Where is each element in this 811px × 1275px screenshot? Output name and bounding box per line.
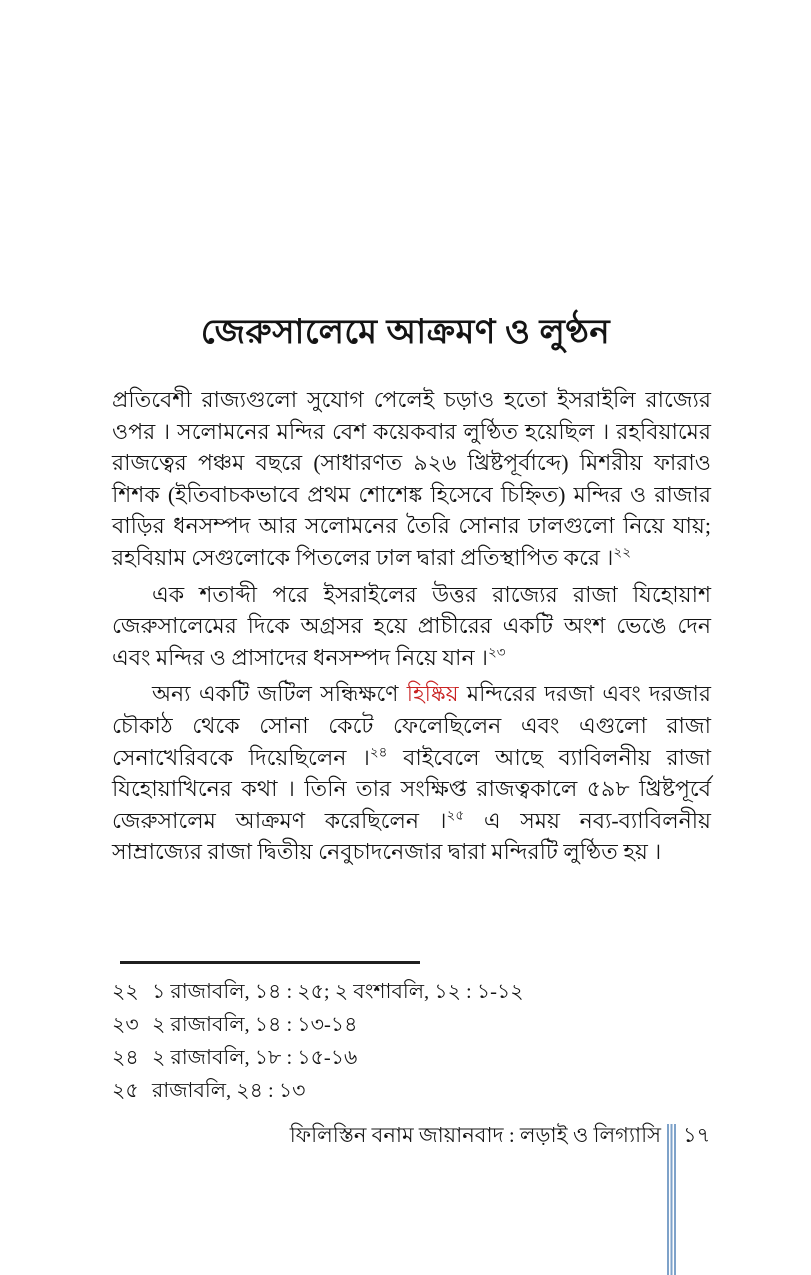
- footnote-item: [112, 1009, 711, 1042]
- footnote-text: ১ রাজাবলি, ১৪ : ২৫; ২ বংশাবলি, ১২ : ১-১২: [152, 981, 524, 1003]
- footnote-reference: ২৪: [369, 744, 388, 760]
- text-run: অন্য একটি জটিল সন্ধিক্ষণে: [152, 681, 407, 707]
- running-footer-book-title: ফিলিস্তিন বনাম জায়ানবাদ : লড়াই ও লিগ্যাসি: [289, 1123, 661, 1147]
- paragraph: [112, 384, 711, 574]
- footnote-separator-rule: [120, 961, 420, 964]
- footnote-number: ২৫: [112, 1080, 139, 1102]
- footer-vertical-rule: [667, 1124, 676, 1275]
- paragraph: [112, 579, 711, 674]
- footnote-reference: ২৫: [446, 807, 465, 823]
- highlighted-term: হিষ্কিয়: [406, 681, 459, 707]
- text-run: এ সময় নব্য-ব্যাবিলনীয় সাম্রাজ্যের রাজা দ্বিতীয় নেবুচাদনেজার দ্বারা মন্দিরটি লুণ্ঠিত হয় ।: [112, 807, 711, 865]
- footnote-text: ২ রাজাবলি, ১৪ : ১৩-১৪: [152, 1014, 358, 1036]
- text-run: বাইবেলে আছে ব্যাবিলনীয় রাজা যিহোয়াখিনের কথা । তিনি তার সংক্ষিপ্ত রাজত্বকালে ৫৯৮ খ্রিষ্টপূর্বে জেরুসালেম আক্রমণ করেছিলেন ।: [112, 744, 711, 833]
- footnote-item: [112, 1075, 711, 1108]
- footnote-number: ২৩: [112, 1014, 139, 1036]
- footnote-number: ২২: [112, 981, 139, 1003]
- text-run: মন্দিরের দরজা এবং দরজার চৌকাঠ থেকে সোনা কেটে ফেলেছিলেন এবং এগুলো রাজা সেনাখেরিবকে দিয়েছিলেন ।: [112, 681, 711, 770]
- body-text: [112, 384, 711, 868]
- footnote-reference: ২৩: [487, 644, 506, 660]
- footnote-item: [112, 976, 711, 1009]
- footnote-item: [112, 1042, 711, 1075]
- paragraph: [112, 678, 711, 868]
- text-run: প্রতিবেশী রাজ্যগুলো সুযোগ পেলেই চড়াও হতো ইসরাইলি রাজ্যের ওপর । সলোমনের মন্দির বেশ কয়েকবার লুণ্ঠিত হয়েছিল । রহবিয়ামের রাজত্বের পঞ্চম বছরে (সাধারণত ৯২৬ খ্রিষ্টপূর্বাব্দে) মিশরীয় ফারাও শিশক (ইতিবাচকভাবে প্রথম শোশেঙ্ক হিসেবে চিহ্নিত) মন্দির ও রাজার বাড়ির ধনসম্পদ আর সলোমনের তৈরি সোনার ঢালগুলো নিয়ে যায়; রহবিয়াম সেগুলোকে পিতলের ঢাল দ্বারা প্রতিস্থাপিত করে ।: [112, 387, 711, 570]
- footnote-list: [112, 976, 711, 1108]
- text-run: এক শতাব্দী পরে ইসরাইলের উত্তর রাজ্যের রাজা যিহোয়াশ জেরুসালেমের দিকে অগ্রসর হয়ে প্রাচীরের একটি অংশ ভেঙে দেন এবং মন্দির ও প্রাসাদের ধনসম্পদ নিয়ে যান ।: [112, 581, 711, 670]
- chapter-title: জেরুসালেমে আক্রমণ ও লুণ্ঠন: [200, 314, 611, 351]
- footnote-text: রাজাবলি, ২৪ : ১৩: [152, 1080, 306, 1102]
- footnote-number: ২৪: [112, 1047, 139, 1069]
- page-number: ১৭: [683, 1123, 711, 1147]
- footnote-reference: ২২: [613, 544, 632, 560]
- footnote-text: ২ রাজাবলি, ১৮ : ১৫-১৬: [152, 1047, 358, 1069]
